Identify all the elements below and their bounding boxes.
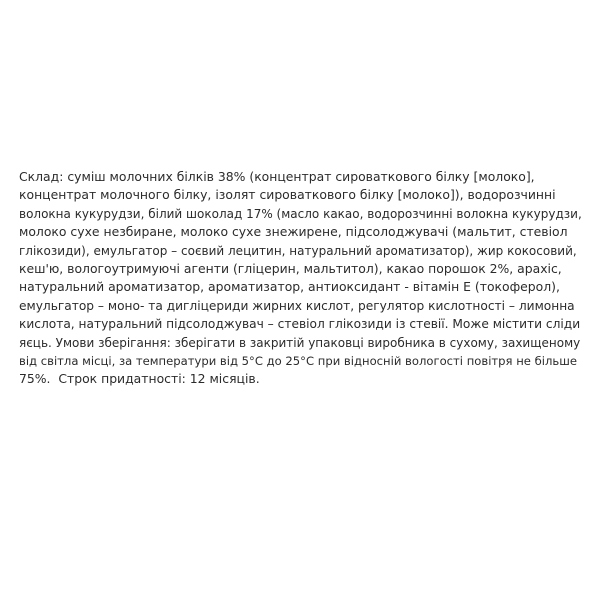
text-line: кислота, натуральний підсолоджувач – стевіол глікозиди із стевії. Може містити сліди [19,317,581,332]
text-line: яєць. Умови зберігання: зберігати в закритій упаковці виробника в сухому, захищеному [19,335,581,350]
text-line: Склад: суміш молочних білків 38% (концентрат сироваткового білку [молоко], [19,169,535,184]
text-line: концентрат молочного білку, ізолят сироваткового білку [молоко]), водорозчинні [19,187,556,203]
text-line: від світла місці, за температури від 5°С до 25°С при відносній вологості повітря не більше [19,354,577,369]
text-line: молоко сухе незбиране, молоко сухе знежирене, підсолоджувачі (мальтит, стевіол [19,224,568,240]
text-line: 75%. Строк придатності: 12 місяців. [19,371,260,387]
text-line: кеш'ю, вологоутримуючі агенти (гліцерин, мальтитол), какао порошок 2%, арахіс, [19,261,562,277]
text-line: емульгатор – моно- та дигліцериди жирних кислот, регулятор кислотності – лимонна [19,298,575,313]
text-line: натуральний ароматизатор, ароматизатор, антиоксидант - вітамін Е (токоферол), [19,279,560,295]
text-line: волокна кукурудзи, білий шоколад 17% (масло какао, водорозчинні волокна кукурудзи, [19,206,582,221]
ingredients-text [19,168,583,389]
text-line: глікозиди), емульгатор – соєвий лецитин, натуральний ароматизатор), жир кокосовий, [19,243,577,258]
